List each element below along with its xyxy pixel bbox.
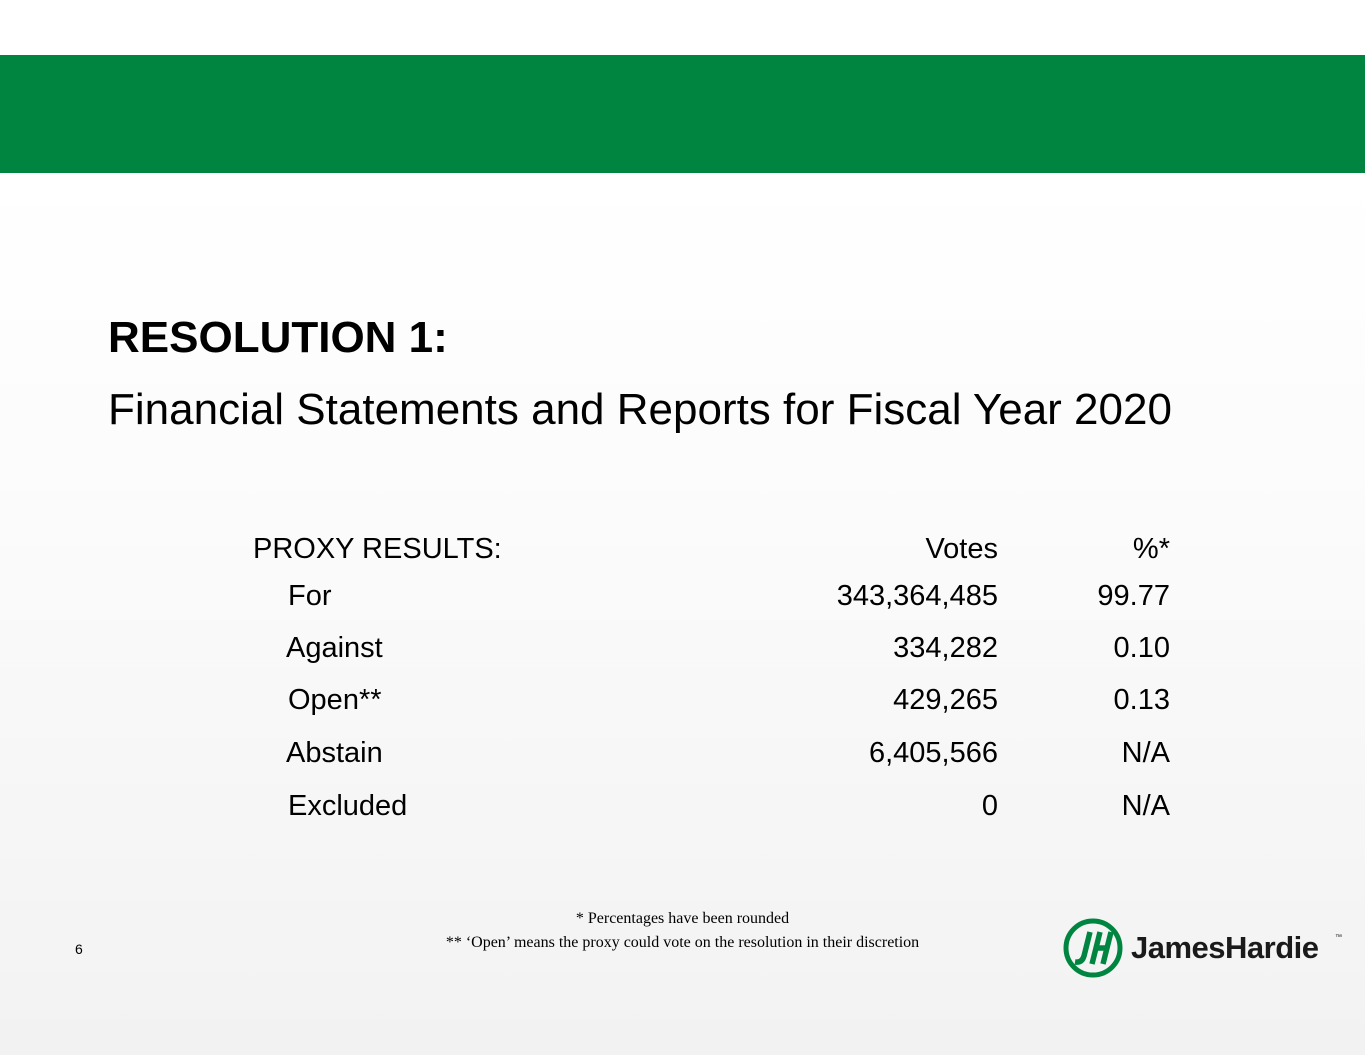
table-row-excluded <box>0 790 1365 830</box>
row-percent: 99.77 <box>1097 580 1170 612</box>
page-number: 6 <box>75 941 83 957</box>
row-percent: 0.13 <box>1113 684 1170 716</box>
row-votes: 343,364,485 <box>836 580 998 612</box>
logo-wordmark: JamesHardie <box>1131 930 1319 965</box>
resolution-title: RESOLUTION 1: <box>108 313 448 362</box>
row-votes: 6,405,566 <box>868 737 998 769</box>
row-percent: N/A <box>1121 737 1170 769</box>
row-votes: 334,282 <box>893 632 998 664</box>
row-label: Open** <box>288 684 382 716</box>
row-label: Excluded <box>288 790 408 822</box>
james-hardie-logo <box>1063 918 1348 980</box>
james-hardie-jh-icon <box>1063 918 1123 978</box>
row-votes: 0 <box>981 790 998 822</box>
header-band <box>0 55 1365 173</box>
row-label: Abstain <box>286 737 383 769</box>
row-label: Against <box>286 632 383 664</box>
table-row-open <box>0 684 1365 724</box>
table-row-against <box>0 632 1365 672</box>
footnote-rounded: * Percentages have been rounded <box>575 910 790 927</box>
percent-column-header: %* <box>1132 533 1170 565</box>
table-row-abstain <box>0 737 1365 777</box>
trademark-symbol: ™ <box>1335 934 1342 941</box>
row-label: For <box>288 580 332 612</box>
votes-column-header: Votes <box>925 533 998 565</box>
row-percent: 0.10 <box>1113 632 1170 664</box>
row-percent: N/A <box>1121 790 1170 822</box>
footnote-open-definition: ** ‘Open’ means the proxy could vote on the resolution in their discretion <box>445 934 920 951</box>
resolution-subtitle: Financial Statements and Reports for Fiscal Year 2020 <box>108 385 1172 434</box>
row-votes: 429,265 <box>893 684 998 716</box>
proxy-results-label: PROXY RESULTS: <box>253 533 502 565</box>
table-row-for <box>0 580 1365 620</box>
